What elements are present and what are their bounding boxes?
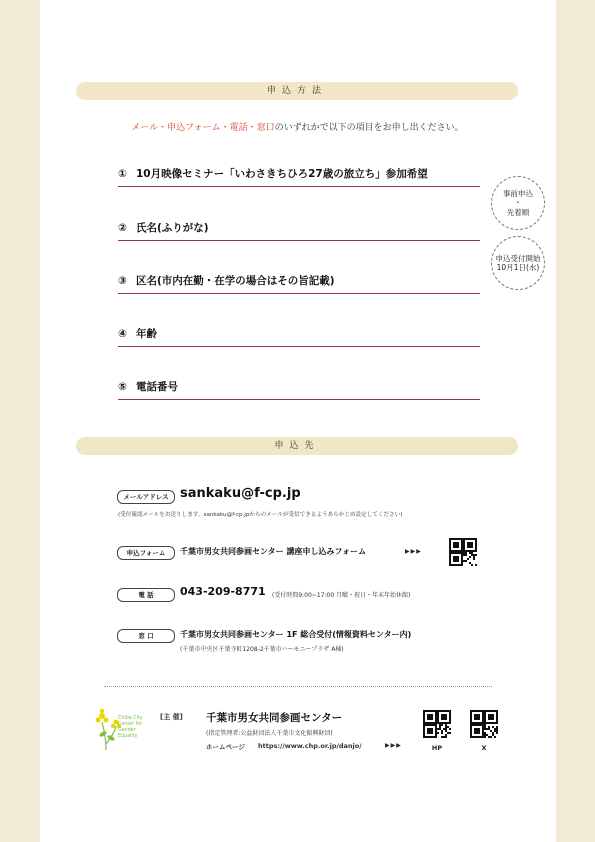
intro-rest: のいずれかで以下の項目をお申し出ください。 <box>274 123 464 133</box>
form-link[interactable]: 千葉市男女共同参画センター 講座申し込みフォーム <box>180 547 367 556</box>
dotted-divider <box>104 686 492 687</box>
badge-line: 事前申込 <box>503 188 533 198</box>
phone-number[interactable]: 043-209-8771 <box>180 585 266 598</box>
manager-note: (指定管理者:公益財団法人千葉市文化振興財団) <box>206 730 333 737</box>
item-number: ② <box>118 222 127 234</box>
badge-line: 10月1日(水) <box>496 263 540 272</box>
qr-code-x[interactable] <box>470 710 498 738</box>
email-address-link[interactable]: sankaku@f-cp.jp <box>180 486 301 501</box>
item-label: 年齢 <box>136 328 157 340</box>
badge-line: ・ <box>514 198 522 208</box>
badge-line: 先着順 <box>506 207 530 217</box>
homepage-url-link[interactable]: https://www.chp.or.jp/danjo/ <box>258 742 362 750</box>
logo-text-line: Equality <box>118 734 138 739</box>
qr-x-label: X <box>481 744 487 752</box>
item-number: ④ <box>118 328 127 340</box>
item-number: ⑤ <box>118 381 127 393</box>
counter-address: (千葉市中央区千葉寺町1208-2千葉市ハーモニープラザ A棟) <box>180 646 344 653</box>
counter-label: 窓 口 <box>117 629 175 643</box>
item-label: 区名(市内在勤・在学の場合はその旨記載) <box>136 275 335 287</box>
badge-application-start <box>491 236 545 290</box>
badge-line: 申込受付開始 <box>495 253 541 263</box>
section-header-apply-method: 申込方法 <box>76 82 518 100</box>
qr-code-form[interactable] <box>449 538 477 566</box>
logo-text-line: Chiba City <box>118 716 143 721</box>
qr-code-hp[interactable] <box>423 710 451 738</box>
form-label: 申込フォーム <box>117 546 175 560</box>
counter-location: 千葉市男女共同参画センター 1F 総合受付(情報資料センター内) <box>180 630 412 639</box>
item-number: ① <box>118 168 127 180</box>
badge-preregistration <box>491 176 545 230</box>
host-name: 千葉市男女共同参画センター <box>206 712 343 724</box>
arrow-icon: ▶▶▶ <box>385 742 402 749</box>
qr-hp-label: HP <box>431 744 443 752</box>
form-item-4 <box>118 326 480 347</box>
intro-text <box>0 120 595 133</box>
arrow-icon: ▶▶▶ <box>405 548 422 555</box>
form-item-2 <box>118 220 480 241</box>
logo-text-line: Gender <box>118 728 136 733</box>
logo-text <box>118 716 143 740</box>
form-item-5 <box>118 379 480 400</box>
item-label: 氏名(ふりがな) <box>136 222 209 234</box>
item-label: 10月映像セミナー「いわさきちひろ27歳の旅立ち」参加希望 <box>136 168 428 180</box>
center-logo <box>94 704 154 752</box>
phone-label: 電 話 <box>117 588 175 602</box>
section-header-apply-to: 申込先 <box>76 437 518 455</box>
email-note: (受付確認メールをお送りします。sankaku@f-cp.jpからのメールが受信できるようあらかじめ設定してください) <box>118 512 403 518</box>
logo-text-line: Center for <box>118 722 143 727</box>
homepage-label: ホームページ <box>206 743 245 751</box>
host-label: [主 催] <box>160 713 183 721</box>
form-item-3 <box>118 273 480 294</box>
email-label: メールアドレス <box>117 490 175 504</box>
phone-hours: (受付時間9:00~17:00 月曜・祝日・年末年始休館) <box>272 592 411 599</box>
intro-methods: メール・申込フォーム・電話・窓口 <box>131 123 275 133</box>
item-number: ③ <box>118 275 127 287</box>
form-item-1 <box>118 166 480 187</box>
item-label: 電話番号 <box>136 381 178 393</box>
